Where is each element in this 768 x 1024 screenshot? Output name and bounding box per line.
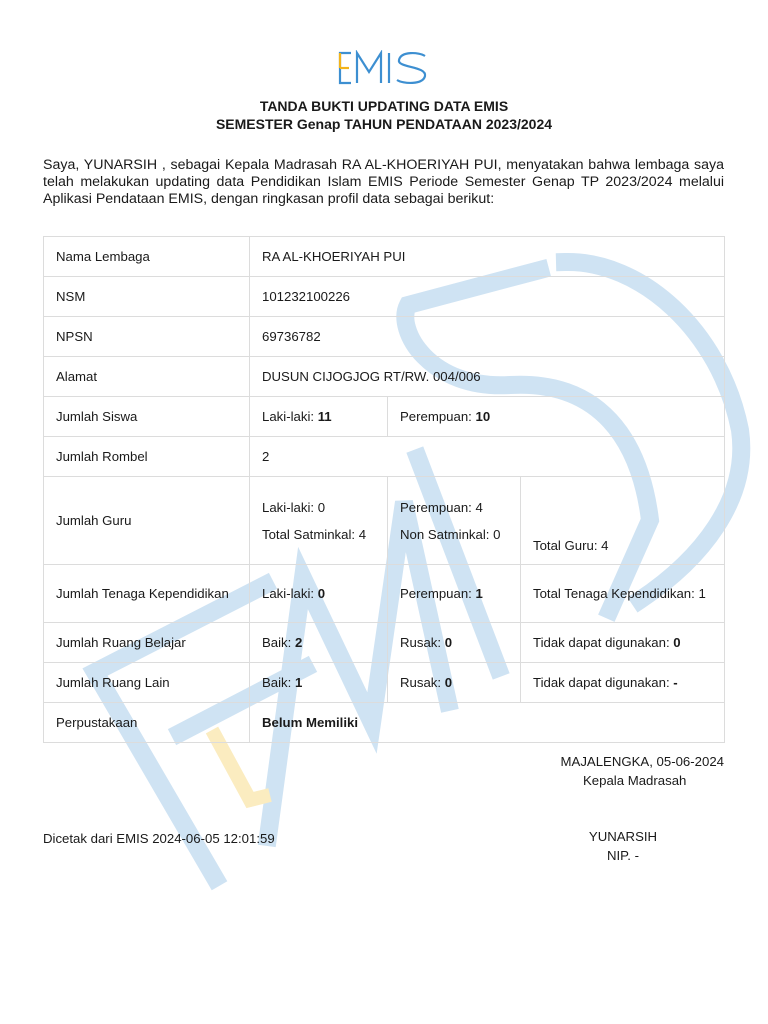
tenaga-perempuan-value: 1 (475, 585, 483, 601)
row-label: NSM (44, 277, 250, 317)
tenaga-laki-label: Laki-laki: (262, 585, 318, 601)
intro-paragraph: Saya, YUNARSIH , sebagai Kepala Madrasah RA AL-KHOERIYAH PUI, menyatakan bahwa lembaga saya telah melakukan updating data Pendidikan Islam EMIS Periode Semester Genap TP 2023/2024 melalui Aplikasi Pendataan EMIS, dengan ringkasan profil data sebagai berikut: (43, 157, 724, 207)
ruang-lain-baik-label: Baik: (262, 675, 295, 690)
tenaga-total: Total Tenaga Kependidikan: 1 (521, 565, 725, 623)
ruang-lain-rusak-label: Rusak: (400, 675, 445, 690)
row-label: Jumlah Ruang Belajar (44, 623, 250, 663)
siswa-perempuan-cell (388, 397, 725, 437)
ruang-lain-tidak-value: - (673, 675, 678, 690)
row-label: Jumlah Rombel (44, 437, 250, 477)
ruang-belajar-rusak-value: 0 (444, 635, 453, 650)
ruang-lain-rusak-value: 0 (444, 675, 453, 690)
alamat-value: DUSUN CIJOGJOG RT/RW. 004/006 (250, 357, 725, 397)
rombel-value: 2 (250, 437, 725, 477)
ruang-belajar-baik-label: Baik: (262, 635, 295, 650)
guru-perempuan: Perempuan: 4 (400, 499, 483, 515)
ruang-belajar-tidak-cell (521, 623, 725, 663)
nsm-value: 101232100226 (250, 277, 725, 317)
tenaga-perempuan-label: Perempuan: (400, 585, 476, 601)
perpustakaan-status: Belum Memiliki (262, 715, 359, 730)
emis-logo (337, 50, 431, 86)
ruang-belajar-tidak-value: 0 (673, 635, 681, 650)
guru-satminkal: Total Satminkal: 4 (262, 526, 367, 542)
guru-non-satminkal: Non Satminkal: 0 (400, 526, 501, 542)
row-label: Jumlah Siswa (44, 397, 250, 437)
table-row (44, 237, 725, 277)
table-row (44, 623, 725, 663)
place-date: MAJALENGKA, 05-06-2024 (560, 754, 724, 769)
npsn-value: 69736782 (250, 317, 725, 357)
document-subtitle: SEMESTER Genap TAHUN PENDATAAN 2023/2024 (215, 116, 553, 132)
table-row (44, 703, 725, 743)
nama-lembaga-value: RA AL-KHOERIYAH PUI (250, 237, 725, 277)
ruang-belajar-rusak-cell (388, 623, 521, 663)
siswa-perempuan-value: 10 (475, 409, 491, 424)
tenaga-laki-value: 0 (317, 585, 326, 601)
signer-role: Kepala Madrasah (583, 773, 687, 788)
table-row (44, 663, 725, 703)
table-row (44, 565, 725, 623)
table-row (44, 277, 725, 317)
guru-laki-cell (250, 477, 388, 565)
ruang-belajar-rusak-label: Rusak: (400, 635, 445, 650)
guru-total: Total Guru: 4 (521, 477, 725, 565)
tenaga-perempuan-cell (388, 565, 521, 623)
signer-block (560, 827, 686, 865)
ruang-belajar-tidak-label: Tidak dapat digunakan: (533, 635, 674, 650)
guru-perempuan-cell (388, 477, 521, 565)
signer-name: YUNARSIH (588, 829, 658, 844)
ruang-lain-tidak-label: Tidak dapat digunakan: (533, 675, 674, 690)
ruang-lain-baik-cell (250, 663, 388, 703)
ruang-belajar-baik-value: 2 (294, 635, 303, 650)
table-row (44, 317, 725, 357)
table-row (44, 357, 725, 397)
siswa-laki-cell (250, 397, 388, 437)
printed-timestamp: Dicetak dari EMIS 2024-06-05 12:01:59 (43, 831, 275, 846)
ruang-lain-baik-value: 1 (294, 675, 303, 690)
guru-laki: Laki-laki: 0 (262, 499, 326, 515)
profile-table (43, 236, 725, 743)
siswa-laki-label: Laki-laki: (262, 409, 318, 424)
table-row (44, 437, 725, 477)
ruang-belajar-baik-cell (250, 623, 388, 663)
row-label: Jumlah Guru (44, 477, 250, 565)
signer-nip: NIP. - (606, 848, 639, 863)
row-label: Perpustakaan (44, 703, 250, 743)
row-label: NPSN (44, 317, 250, 357)
siswa-laki-value: 11 (317, 409, 332, 424)
tenaga-laki-cell (250, 565, 388, 623)
row-label: Jumlah Tenaga Kependidikan (44, 565, 250, 623)
row-label: Nama Lembaga (44, 237, 250, 277)
row-label: Alamat (44, 357, 250, 397)
siswa-perempuan-label: Perempuan: (400, 409, 476, 424)
ruang-lain-tidak-cell (521, 663, 725, 703)
perpustakaan-value (250, 703, 725, 743)
ruang-lain-rusak-cell (388, 663, 521, 703)
table-row (44, 477, 725, 565)
table-row (44, 397, 725, 437)
document-title: TANDA BUKTI UPDATING DATA EMIS (259, 98, 509, 114)
row-label: Jumlah Ruang Lain (44, 663, 250, 703)
